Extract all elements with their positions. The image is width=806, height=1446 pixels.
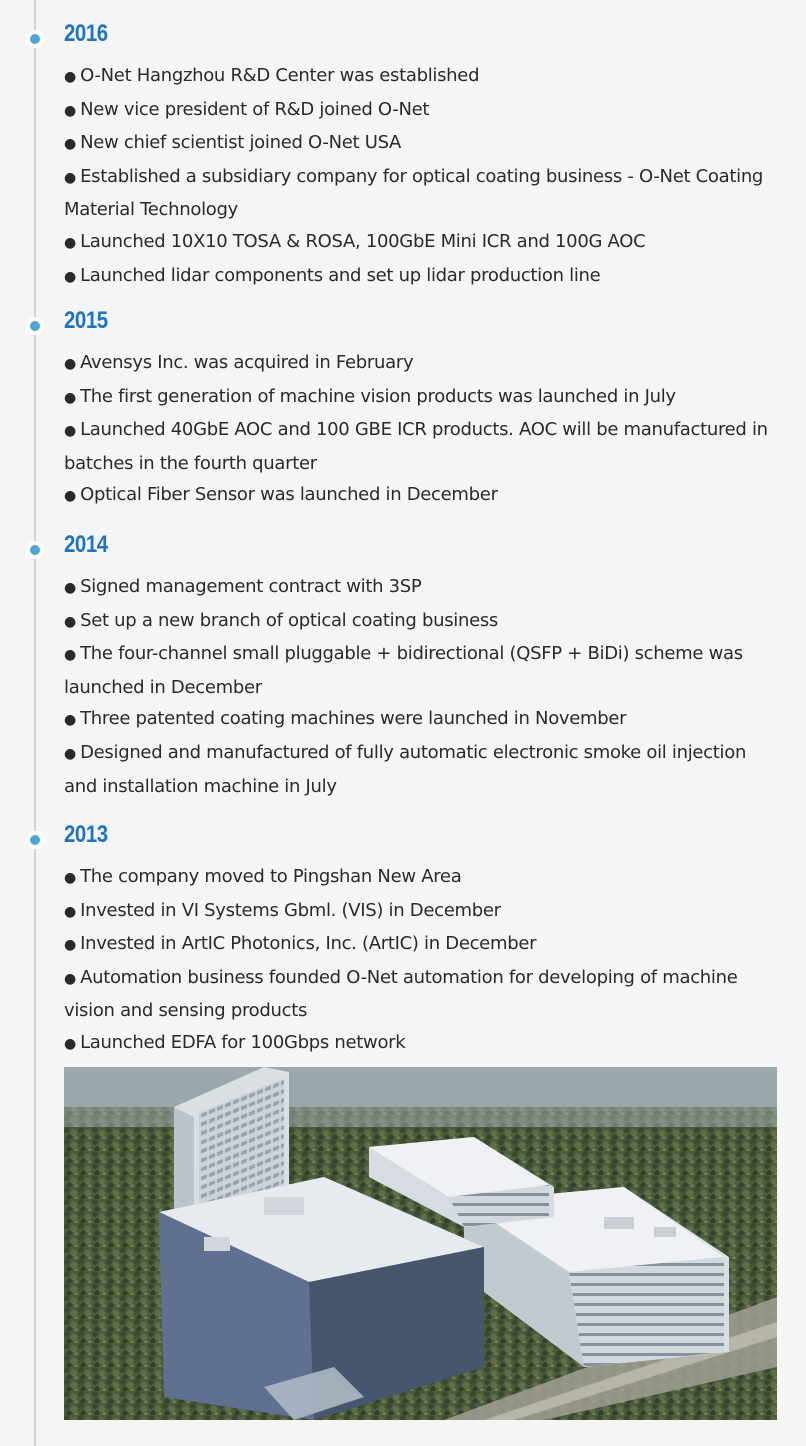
list-item: ● Optical Fiber Sensor was launched in December: [64, 479, 780, 513]
list-item: ● Launched 10X10 TOSA & ROSA, 100GbE Mini ICR and 100G AOC: [64, 226, 780, 260]
year-heading: 2014: [64, 531, 108, 558]
list-item: ● Signed management contract with 3SP: [64, 571, 780, 605]
list-item: ● The four-channel small pluggable + bidirectional (QSFP + BiDi) scheme was launched in December: [64, 638, 780, 703]
timeline-dot-icon: [26, 541, 44, 559]
list-item: ● The company moved to Pingshan New Area: [64, 861, 780, 895]
list-item: ● Launched 40GbE AOC and 100 GBE ICR products. AOC will be manufactured in batches in the fourth quarter: [64, 414, 780, 479]
list-item: ● Designed and manufactured of fully automatic electronic smoke oil injection and installation machine in July: [64, 737, 780, 802]
timeline-dot-icon: [26, 831, 44, 849]
list-item: ● New chief scientist joined O-Net USA: [64, 127, 780, 161]
event-list: [64, 60, 780, 293]
list-item: ● Automation business founded O-Net automation for developing of machine vision and sensing products: [64, 962, 780, 1027]
year-heading: 2016: [64, 20, 108, 47]
list-item: ● Invested in ArtIC Photonics, Inc. (ArtIC) in December: [64, 928, 780, 962]
event-list: [64, 861, 780, 1061]
event-list: [64, 347, 780, 513]
timeline-dot-icon: [26, 317, 44, 335]
list-item: ● Three patented coating machines were launched in November: [64, 703, 780, 737]
campus-illustration: [64, 1067, 777, 1420]
list-item: ● O-Net Hangzhou R&D Center was established: [64, 60, 780, 94]
list-item: ● The first generation of machine vision products was launched in July: [64, 381, 780, 415]
list-item: ● Established a subsidiary company for optical coating business - O-Net Coating Material Technology: [64, 161, 780, 226]
event-list: [64, 571, 780, 802]
list-item: ● Launched EDFA for 100Gbps network: [64, 1027, 780, 1061]
list-item: ● Avensys Inc. was acquired in February: [64, 347, 780, 381]
list-item: ● Set up a new branch of optical coating business: [64, 605, 780, 639]
timeline-dot-icon: [26, 30, 44, 48]
timeline-line: [34, 0, 36, 1446]
list-item: ● Invested in VI Systems Gbml. (VIS) in December: [64, 895, 780, 929]
list-item: ● New vice president of R&D joined O-Net: [64, 94, 780, 128]
list-item: ● Launched lidar components and set up lidar production line: [64, 260, 780, 294]
year-heading: 2013: [64, 821, 108, 848]
campus-aerial-photo: [64, 1067, 777, 1420]
year-heading: 2015: [64, 307, 108, 334]
